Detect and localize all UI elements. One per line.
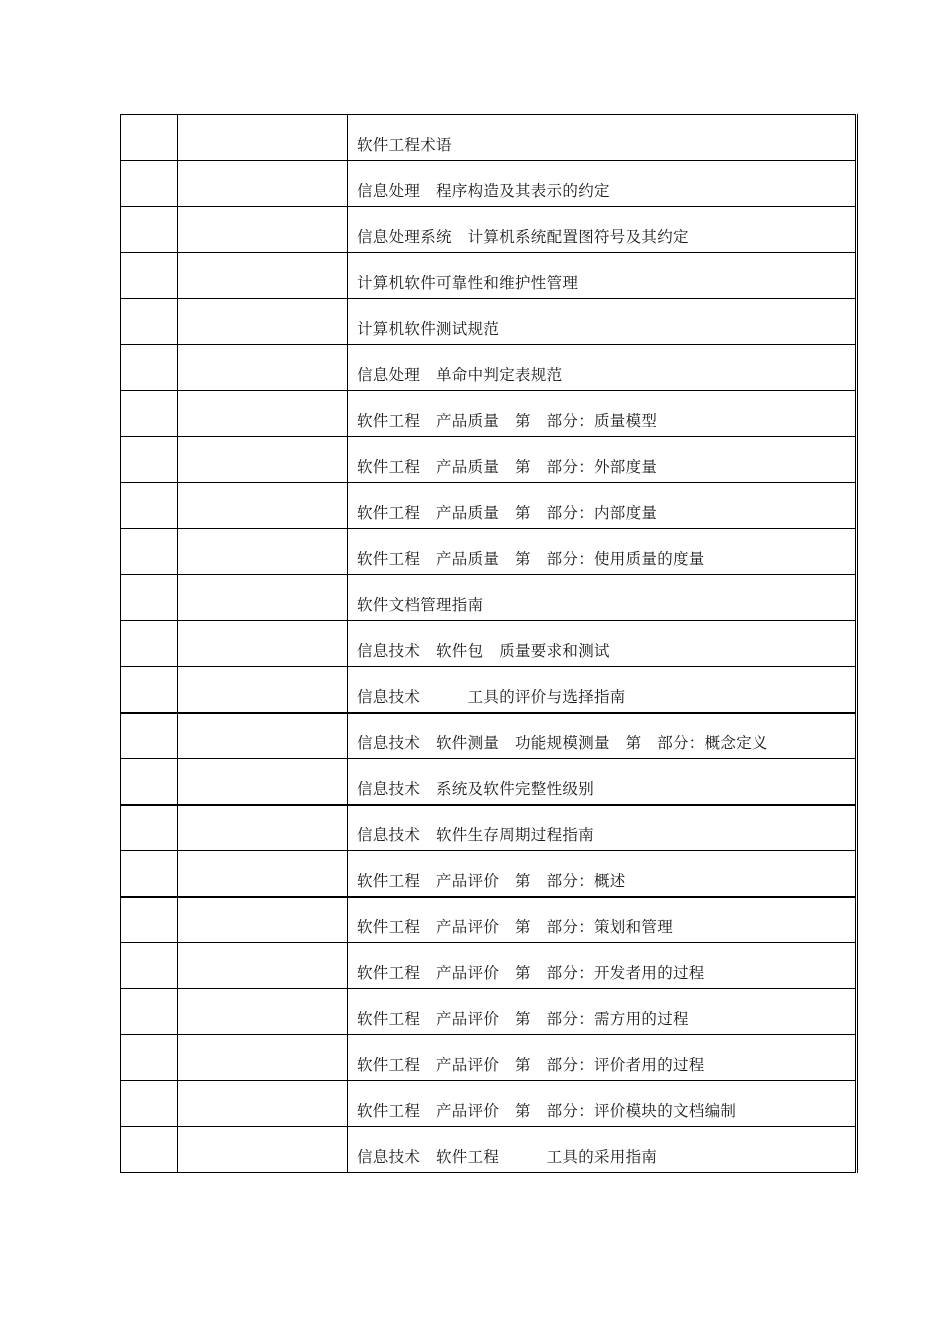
table-row: [121, 759, 857, 805]
row-number-cell: [121, 575, 178, 621]
row-number-cell: [121, 253, 178, 299]
table-row: [121, 989, 857, 1035]
standard-title-cell: 软件工程 产品评价 第 部分：开发者用的过程: [348, 943, 857, 989]
standard-title-cell: 软件工程 产品评价 第 部分：需方用的过程: [348, 989, 857, 1035]
table-row: [121, 667, 857, 713]
table-row: [121, 713, 857, 759]
row-number-cell: [121, 529, 178, 575]
standard-title-cell: 软件工程 产品质量 第 部分：内部度量: [348, 483, 857, 529]
standard-title-cell: 软件工程 产品评价 第 部分：策划和管理: [348, 897, 857, 943]
standard-title-cell: 软件工程 产品质量 第 部分：外部度量: [348, 437, 857, 483]
table-row: [121, 575, 857, 621]
row-number-cell: [121, 897, 178, 943]
standard-code-cell: [178, 805, 348, 851]
standard-code-cell: [178, 483, 348, 529]
row-number-cell: [121, 989, 178, 1035]
standard-code-cell: [178, 1081, 348, 1127]
table-row: [121, 897, 857, 943]
row-number-cell: [121, 667, 178, 713]
row-number-cell: [121, 437, 178, 483]
table-row: [121, 437, 857, 483]
standard-title-cell: 软件文档管理指南: [348, 575, 857, 621]
standard-code-cell: [178, 575, 348, 621]
standard-code-cell: [178, 345, 348, 391]
table-row: [121, 391, 857, 437]
table-row: [121, 1035, 857, 1081]
table-row: [121, 1081, 857, 1127]
standard-title-cell: 信息技术 软件包 质量要求和测试: [348, 621, 857, 667]
standard-code-cell: [178, 943, 348, 989]
standard-title-cell: 软件工程术语: [348, 115, 857, 161]
standard-title-cell: 信息技术 软件测量 功能规模测量 第 部分：概念定义: [348, 713, 857, 759]
standard-code-cell: [178, 529, 348, 575]
standard-code-cell: [178, 391, 348, 437]
standard-title-cell: 信息技术 系统及软件完整性级别: [348, 759, 857, 805]
row-number-cell: [121, 943, 178, 989]
standard-code-cell: [178, 1035, 348, 1081]
standard-title-cell: 软件工程 产品评价 第 部分：评价模块的文档编制: [348, 1081, 857, 1127]
row-number-cell: [121, 805, 178, 851]
row-number-cell: [121, 1035, 178, 1081]
standard-title-cell: 信息处理 单命中判定表规范: [348, 345, 857, 391]
table-row: [121, 207, 857, 253]
table-row: [121, 943, 857, 989]
row-number-cell: [121, 483, 178, 529]
table-row: [121, 621, 857, 667]
standard-code-cell: [178, 713, 348, 759]
standard-code-cell: [178, 207, 348, 253]
standard-title-cell: 信息处理系统 计算机系统配置图符号及其约定: [348, 207, 857, 253]
standard-title-cell: 信息技术 软件工程 工具的采用指南: [348, 1127, 857, 1173]
standard-title-cell: 信息技术 工具的评价与选择指南: [348, 667, 857, 713]
standard-title-cell: 软件工程 产品质量 第 部分：使用质量的度量: [348, 529, 857, 575]
row-number-cell: [121, 621, 178, 667]
standard-code-cell: [178, 253, 348, 299]
row-number-cell: [121, 345, 178, 391]
row-number-cell: [121, 115, 178, 161]
table-row: [121, 115, 857, 161]
standard-title-cell: 软件工程 产品质量 第 部分：质量模型: [348, 391, 857, 437]
standard-code-cell: [178, 299, 348, 345]
standard-code-cell: [178, 437, 348, 483]
row-number-cell: [121, 299, 178, 345]
table-row: [121, 483, 857, 529]
standard-code-cell: [178, 1127, 348, 1173]
standard-code-cell: [178, 759, 348, 805]
row-number-cell: [121, 1081, 178, 1127]
standard-title-cell: 计算机软件可靠性和维护性管理: [348, 253, 857, 299]
standards-table: [120, 114, 858, 1173]
row-number-cell: [121, 161, 178, 207]
standard-title-cell: 信息处理 程序构造及其表示的约定: [348, 161, 857, 207]
table-row: [121, 345, 857, 391]
table-row: [121, 253, 857, 299]
standard-title-cell: 计算机软件测试规范: [348, 299, 857, 345]
standard-code-cell: [178, 989, 348, 1035]
standard-code-cell: [178, 115, 348, 161]
standard-code-cell: [178, 851, 348, 897]
standard-title-cell: 软件工程 产品评价 第 部分：评价者用的过程: [348, 1035, 857, 1081]
row-number-cell: [121, 391, 178, 437]
standard-code-cell: [178, 897, 348, 943]
row-number-cell: [121, 713, 178, 759]
row-number-cell: [121, 1127, 178, 1173]
table-row: [121, 299, 857, 345]
table-row: [121, 161, 857, 207]
table-row: [121, 851, 857, 897]
table-row: [121, 529, 857, 575]
standard-code-cell: [178, 621, 348, 667]
table-row: [121, 1127, 857, 1173]
standard-code-cell: [178, 161, 348, 207]
standard-title-cell: 信息技术 软件生存周期过程指南: [348, 805, 857, 851]
row-number-cell: [121, 851, 178, 897]
standard-title-cell: 软件工程 产品评价 第 部分：概述: [348, 851, 857, 897]
row-number-cell: [121, 759, 178, 805]
row-number-cell: [121, 207, 178, 253]
standard-code-cell: [178, 667, 348, 713]
table-row: [121, 805, 857, 851]
